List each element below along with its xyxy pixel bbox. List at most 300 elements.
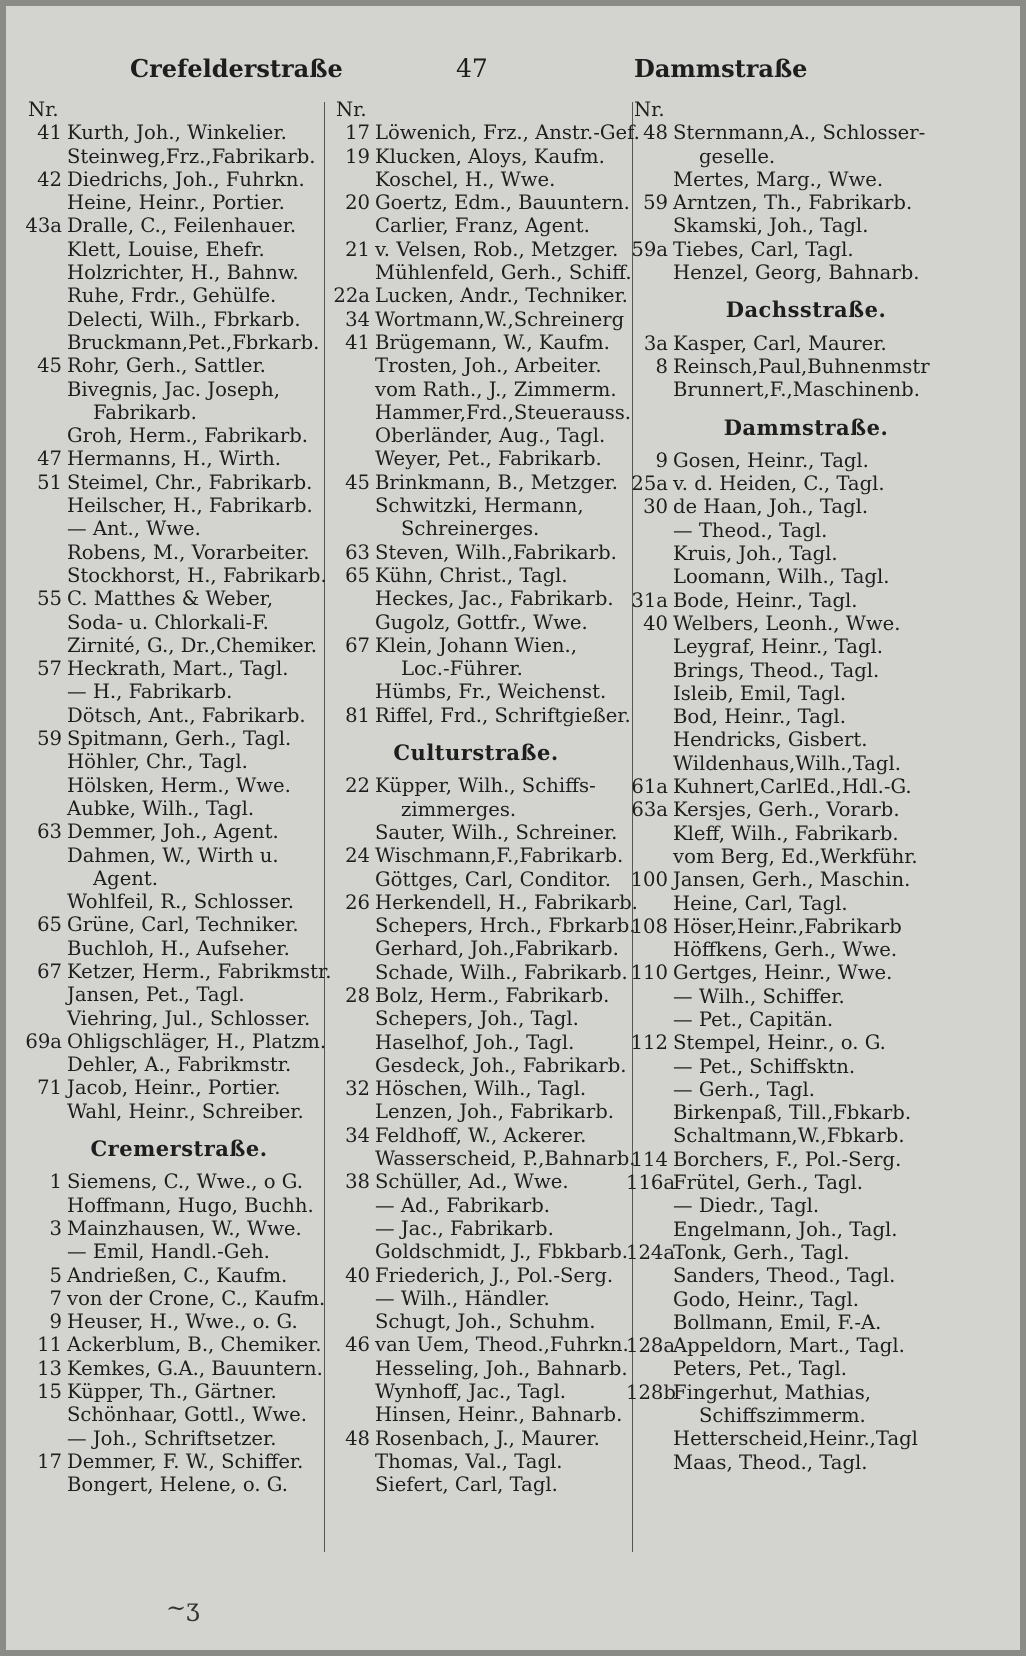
house-number: 7 xyxy=(49,1286,62,1310)
list-item xyxy=(328,1194,624,1217)
house-number xyxy=(20,494,67,517)
resident-entry: Mühlenfeld, Gerh., Schiff. xyxy=(375,261,632,285)
resident-entry: Schade, Wilh., Fabrikarb. xyxy=(375,960,628,984)
house-number xyxy=(328,937,375,960)
list-item-continuation: zimmerges. xyxy=(401,797,517,821)
nr-label: Nr. xyxy=(336,98,367,121)
list-item xyxy=(328,471,624,494)
list-item xyxy=(328,1264,624,1287)
list-item xyxy=(20,913,338,936)
resident-entry: Diedrichs, Joh., Fuhrkn. xyxy=(67,167,305,191)
house-number: 28 xyxy=(345,983,370,1007)
list-item xyxy=(626,565,986,588)
resident-entry: Appeldorn, Mart., Tagl. xyxy=(673,1334,905,1358)
resident-entry: Kasper, Carl, Maurer. xyxy=(673,331,887,355)
house-number xyxy=(626,565,673,588)
resident-entry: Schönhaar, Gottl., Wwe. xyxy=(67,1403,307,1427)
resident-entry: C. Matthes & Weber, xyxy=(67,587,274,611)
list-item xyxy=(20,797,338,820)
resident-entry: Brügemann, W., Kaufm. xyxy=(375,330,610,354)
house-number xyxy=(328,1310,375,1333)
resident-entry: Trosten, Joh., Arbeiter. xyxy=(375,354,602,378)
resident-entry: Schepers, Joh., Tagl. xyxy=(375,1007,579,1031)
house-number xyxy=(328,1100,375,1123)
list-item xyxy=(20,1427,338,1450)
list-item xyxy=(20,844,338,867)
house-number xyxy=(20,1007,67,1030)
resident-entry: Buchloh, H., Aufseher. xyxy=(67,936,290,960)
list-item xyxy=(626,495,986,518)
house-number: 42 xyxy=(37,167,62,191)
resident-entry: Gerhard, Joh.,Fabrikarb. xyxy=(375,937,619,961)
house-number: 128b xyxy=(626,1380,676,1404)
resident-entry: Welbers, Leonh., Wwe. xyxy=(673,611,901,635)
house-number xyxy=(20,750,67,773)
resident-entry: de Haan, Joh., Tagl. xyxy=(673,495,869,519)
house-number xyxy=(328,1147,375,1170)
house-number xyxy=(626,985,673,1008)
resident-entry: Carlier, Franz, Agent. xyxy=(375,214,590,238)
resident-entry: — Jac., Fabrikarb. xyxy=(375,1216,554,1240)
resident-entry: Frütel, Gerh., Tagl. xyxy=(673,1171,863,1195)
house-number: 31a xyxy=(631,588,668,612)
list-item xyxy=(626,378,986,401)
list-item xyxy=(626,1357,986,1380)
resident-entry: Dahmen, W., Wirth u. xyxy=(67,843,279,867)
resident-entry: Groh, Herm., Fabrikarb. xyxy=(67,424,309,448)
resident-entry: Wohlfeil, R., Schlosser. xyxy=(67,890,294,914)
house-number xyxy=(328,680,375,703)
list-item xyxy=(328,308,624,331)
resident-entry: Mainzhausen, W., Wwe. xyxy=(67,1216,302,1240)
resident-entry: Gesdeck, Joh., Fabrikarb. xyxy=(375,1053,627,1077)
resident-entry: Weyer, Pet., Fabrikarb. xyxy=(375,447,602,471)
list-item xyxy=(20,1007,338,1030)
house-number xyxy=(328,378,375,401)
resident-entry: Borchers, F., Pol.-Serg. xyxy=(673,1147,902,1171)
resident-entry: Riffel, Frd., Schriftgießer. xyxy=(375,703,631,727)
house-number: 114 xyxy=(630,1147,668,1171)
house-number: 17 xyxy=(37,1449,62,1473)
house-number: 116a xyxy=(626,1171,676,1195)
resident-entry: Jansen, Gerh., Maschin. xyxy=(673,868,911,892)
list-item xyxy=(20,1100,338,1123)
list-item xyxy=(20,308,338,331)
list-item xyxy=(20,1076,338,1099)
resident-entry: Bollmann, Emil, F.-A. xyxy=(673,1310,882,1334)
list-item xyxy=(328,611,624,634)
house-number: 22 xyxy=(345,774,370,798)
resident-entry: — Joh., Schriftsetzer. xyxy=(67,1426,277,1450)
list-item xyxy=(626,682,986,705)
house-number xyxy=(20,1194,67,1217)
resident-entry: Friederich, J., Pol.-Serg. xyxy=(375,1263,614,1287)
resident-entry: Heilscher, H., Fabrikarb. xyxy=(67,494,313,518)
list-item-continuation: Fabrikarb. xyxy=(93,400,197,424)
resident-entry: Bolz, Herm., Fabrikarb. xyxy=(375,983,610,1007)
house-number xyxy=(20,1427,67,1450)
list-item xyxy=(626,728,986,751)
running-head-left: Crefelderstraße xyxy=(130,54,343,83)
list-item xyxy=(626,542,986,565)
page-number: 47 xyxy=(456,54,488,83)
list-item xyxy=(626,1427,986,1450)
house-number: 20 xyxy=(345,191,370,215)
resident-entry: Steven, Wilh.,Fabrikarb. xyxy=(375,540,617,564)
list-item xyxy=(20,1287,338,1310)
resident-entry: Heckes, Jac., Fabrikarb. xyxy=(375,587,614,611)
list-item xyxy=(328,541,624,564)
house-number xyxy=(328,1473,375,1496)
list-item xyxy=(328,1403,624,1426)
resident-entry: Jacob, Heinr., Portier. xyxy=(67,1076,281,1100)
list-item xyxy=(328,331,624,354)
resident-entry: Grüne, Carl, Techniker. xyxy=(67,913,299,937)
resident-entry: — Gerh., Tagl. xyxy=(673,1077,816,1101)
list-item xyxy=(20,517,338,540)
list-item xyxy=(20,541,338,564)
list-item xyxy=(626,1055,986,1078)
house-number xyxy=(20,611,67,634)
resident-entry: Ohligschläger, H., Platzm. xyxy=(67,1029,327,1053)
list-item xyxy=(328,1287,624,1310)
list-item xyxy=(20,494,338,517)
resident-entry: Hetterscheid,Heinr.,Tagl xyxy=(673,1427,918,1451)
house-number xyxy=(20,238,67,261)
list-item xyxy=(328,1427,624,1450)
list-item xyxy=(20,191,338,214)
house-number xyxy=(328,1217,375,1240)
list-item xyxy=(328,1147,636,1171)
house-number: 9 xyxy=(655,448,668,472)
column-1 xyxy=(20,98,338,1497)
resident-entry: Zirnité, G., Dr.,Chemiker. xyxy=(67,633,318,657)
list-item xyxy=(626,1241,986,1264)
list-item xyxy=(20,611,338,634)
house-number: 38 xyxy=(345,1170,370,1194)
resident-entry: Höser,Heinr.,Fabrikarb xyxy=(673,914,902,938)
list-item xyxy=(328,121,640,145)
house-number xyxy=(328,1194,375,1217)
list-item xyxy=(20,121,338,144)
house-number: 17 xyxy=(345,121,370,145)
house-number xyxy=(20,564,67,587)
column-3 xyxy=(626,98,986,1474)
house-number xyxy=(20,145,67,168)
resident-entry: Wortmann,W.,Schreinerg xyxy=(375,307,625,331)
house-number: 43a xyxy=(25,214,62,238)
resident-entry: Robens, M., Vorarbeiter. xyxy=(67,540,310,564)
house-number xyxy=(20,424,67,447)
house-number xyxy=(20,1403,67,1426)
list-item xyxy=(20,1450,338,1473)
list-item xyxy=(328,1170,624,1193)
resident-entry: Hendricks, Gisbert. xyxy=(673,728,868,752)
resident-entry: van Uem, Theod.,Fuhrkn. xyxy=(375,1333,629,1357)
list-item xyxy=(328,868,624,891)
house-number: 34 xyxy=(345,307,370,331)
list-item xyxy=(328,1031,624,1054)
resident-entry: Bongert, Helene, o. G. xyxy=(67,1473,288,1497)
house-number: 40 xyxy=(643,611,668,635)
list-item xyxy=(328,703,631,727)
list-item xyxy=(626,822,986,845)
house-number xyxy=(20,983,67,1006)
house-number: 128a xyxy=(626,1334,676,1358)
house-number xyxy=(20,331,67,354)
house-number: 32 xyxy=(345,1077,370,1101)
house-number xyxy=(626,659,673,682)
resident-entry: — Emil, Handl.-Geh. xyxy=(67,1240,270,1264)
list-item xyxy=(20,238,338,261)
resident-entry: Heckrath, Mart., Tagl. xyxy=(67,657,289,681)
list-item xyxy=(328,494,624,517)
list-item xyxy=(626,1171,986,1194)
resident-entry: Klucken, Aloys, Kaufm. xyxy=(375,144,605,168)
list-item xyxy=(328,214,624,237)
house-number xyxy=(328,1357,375,1380)
house-number xyxy=(626,168,673,191)
list-item xyxy=(328,191,630,215)
house-number xyxy=(20,541,67,564)
list-item xyxy=(328,984,624,1007)
list-item xyxy=(20,680,338,703)
list-item xyxy=(20,447,338,470)
list-item xyxy=(20,1380,338,1403)
house-number xyxy=(328,1380,375,1403)
house-number xyxy=(328,1450,375,1473)
list-item xyxy=(20,1170,338,1193)
resident-entry: Hesseling, Joh., Bahnarb. xyxy=(375,1356,628,1380)
house-number xyxy=(20,680,67,703)
list-item xyxy=(20,1333,338,1356)
house-number xyxy=(328,821,375,844)
list-item xyxy=(626,168,986,191)
resident-entry: Hammer,Frd.,Steuerauss. xyxy=(375,400,632,424)
house-number: 41 xyxy=(345,330,370,354)
list-item xyxy=(626,332,986,355)
house-number: 59 xyxy=(37,727,62,751)
list-item xyxy=(328,937,624,960)
list-item xyxy=(20,471,338,494)
house-number xyxy=(626,682,673,705)
list-item-continuation: Agent. xyxy=(93,866,159,890)
list-item xyxy=(626,1218,986,1241)
street-heading: Culturstraße. xyxy=(393,740,559,766)
resident-entry: Kersjes, Gerh., Vorarb. xyxy=(673,798,900,822)
house-number: 51 xyxy=(37,470,62,494)
list-item xyxy=(20,1030,338,1053)
resident-entry: Küpper, Wilh., Schiffs- xyxy=(375,774,596,798)
house-number xyxy=(20,1473,67,1496)
list-item xyxy=(328,1380,624,1403)
house-number xyxy=(626,519,673,542)
resident-entry: — Theod., Tagl. xyxy=(673,518,828,542)
resident-entry: Andrießen, C., Kaufm. xyxy=(67,1263,288,1287)
house-number xyxy=(626,728,673,751)
list-item xyxy=(328,821,624,844)
house-number: 48 xyxy=(643,121,668,145)
resident-entry: Steimel, Chr., Fabrikarb. xyxy=(67,470,313,494)
house-number xyxy=(328,961,375,984)
resident-entry: Arntzen, Th., Fabrikarb. xyxy=(673,191,913,215)
house-number xyxy=(328,1403,375,1426)
list-item xyxy=(20,727,338,750)
resident-entry: Kemkes, G.A., Bauuntern. xyxy=(67,1356,323,1380)
resident-entry: Birkenpaß, Till.,Fbkarb. xyxy=(673,1101,912,1125)
directory-page xyxy=(6,6,1020,1650)
list-item xyxy=(328,168,624,191)
resident-entry: — Ad., Fabrikarb. xyxy=(375,1193,551,1217)
resident-entry: Heuser, H., Wwe., o. G. xyxy=(67,1310,298,1334)
resident-entry: Brinkmann, B., Metzger. xyxy=(375,470,618,494)
house-number xyxy=(626,261,673,284)
house-number: 45 xyxy=(345,470,370,494)
house-number xyxy=(626,1124,673,1147)
house-number: 40 xyxy=(345,1263,370,1287)
resident-entry: Wildenhaus,Wilh.,Tagl. xyxy=(673,751,901,775)
resident-entry: — Ant., Wwe. xyxy=(67,517,201,541)
list-item xyxy=(328,1124,624,1147)
house-number: 71 xyxy=(37,1076,62,1100)
house-number xyxy=(626,938,673,961)
list-item-continuation: Schreinerges. xyxy=(401,517,540,541)
resident-entry: Brunnert,F.,Maschinenb. xyxy=(673,378,920,402)
house-number xyxy=(328,587,375,610)
resident-entry: Kuhnert,CarlEd.,Hdl.-G. xyxy=(673,775,912,799)
house-number: 59 xyxy=(643,191,668,215)
resident-entry: Fingerhut, Mathias, xyxy=(673,1380,872,1404)
house-number xyxy=(20,1053,67,1076)
list-item xyxy=(626,938,986,961)
resident-entry: Kruis, Joh., Tagl. xyxy=(673,542,838,566)
house-number xyxy=(328,401,375,424)
resident-entry: Lenzen, Joh., Fabrikarb. xyxy=(375,1100,614,1124)
house-number xyxy=(328,354,375,377)
resident-entry: Wasserscheid, P.,Bahnarb. xyxy=(375,1147,636,1171)
resident-entry: Sternmann,A., Schlosser- xyxy=(673,121,926,145)
house-number xyxy=(328,1054,375,1077)
list-item-continuation: geselle. xyxy=(699,144,776,168)
resident-entry: Henzel, Georg, Bahnarb. xyxy=(673,261,920,285)
resident-entry: Aubke, Wilh., Tagl. xyxy=(67,796,255,820)
resident-entry: Rosenbach, J., Maurer. xyxy=(375,1426,600,1450)
list-item xyxy=(20,1053,338,1076)
resident-entry: Hoffmann, Hugo, Buchh. xyxy=(67,1193,314,1217)
resident-entry: — Wilh., Händler. xyxy=(375,1286,550,1310)
house-number xyxy=(20,844,67,867)
resident-entry: von der Crone, C., Kaufm. xyxy=(67,1286,326,1310)
house-number xyxy=(626,1451,673,1474)
house-number xyxy=(20,1100,67,1123)
resident-entry: Bod, Heinr., Tagl. xyxy=(673,705,846,729)
resident-entry: Kurth, Joh., Winkelier. xyxy=(67,121,287,145)
resident-entry: Gosen, Heinr., Tagl. xyxy=(673,448,869,472)
list-item xyxy=(20,983,338,1006)
resident-entry: Hinsen, Heinr., Bahnarb. xyxy=(375,1403,623,1427)
resident-entry: vom Rath., J., Zimmerm. xyxy=(375,377,617,401)
house-number: 3 xyxy=(49,1216,62,1240)
street-heading: Dammstraße. xyxy=(723,414,889,440)
list-item-continuation: Loc.-Führer. xyxy=(401,657,523,681)
list-item xyxy=(626,775,986,798)
resident-entry: Heine, Heinr., Portier. xyxy=(67,191,285,215)
list-item xyxy=(20,657,338,680)
list-item xyxy=(328,354,624,377)
resident-entry: Kühn, Christ., Tagl. xyxy=(375,563,568,587)
list-item xyxy=(20,424,338,447)
list-item xyxy=(626,1311,986,1334)
list-item xyxy=(328,1007,624,1030)
house-number: 110 xyxy=(630,961,668,985)
house-number xyxy=(626,1288,673,1311)
house-number: 108 xyxy=(630,914,668,938)
resident-entry: Schepers, Hrch., Fbrkarb. xyxy=(375,914,636,938)
resident-entry: Goertz, Edm., Bauuntern. xyxy=(375,191,630,215)
resident-entry: Bivegnis, Jac. Joseph, xyxy=(67,377,280,401)
resident-entry: Rohr, Gerh., Sattler. xyxy=(67,354,266,378)
list-item xyxy=(626,1124,986,1147)
house-number xyxy=(626,1311,673,1334)
resident-entry: Siemens, C., Wwe., o G. xyxy=(67,1170,303,1194)
house-number: 13 xyxy=(37,1356,62,1380)
list-item xyxy=(626,915,986,938)
resident-entry: Steinweg,Frz.,Fabrikarb. xyxy=(67,144,316,168)
resident-entry: Klein, Johann Wien., xyxy=(375,633,577,657)
resident-entry: Tiebes, Carl, Tagl. xyxy=(673,237,854,261)
house-number: 59a xyxy=(631,237,668,261)
house-number xyxy=(626,822,673,845)
list-item xyxy=(20,704,338,727)
resident-entry: Herkendell, H., Fabrikarb. xyxy=(375,890,638,914)
list-item xyxy=(20,354,338,377)
house-number xyxy=(20,378,67,401)
list-item xyxy=(328,587,624,610)
house-number xyxy=(20,261,67,284)
list-item xyxy=(20,1194,338,1217)
resident-entry: Leygraf, Heinr., Tagl. xyxy=(673,635,884,659)
resident-entry: Wynhoff, Jac., Tagl. xyxy=(375,1380,566,1404)
list-item xyxy=(626,261,986,284)
house-number xyxy=(20,774,67,797)
house-number xyxy=(626,1078,673,1101)
list-item xyxy=(626,355,986,378)
house-number xyxy=(328,1031,375,1054)
house-number xyxy=(626,1218,673,1241)
list-item xyxy=(626,1078,986,1101)
list-item xyxy=(20,1473,338,1496)
list-item xyxy=(20,1357,338,1380)
resident-entry: — Diedr., Tagl. xyxy=(673,1194,820,1218)
list-item xyxy=(626,1264,986,1287)
resident-entry: Gertges, Heinr., Wwe. xyxy=(673,961,893,985)
list-item xyxy=(328,634,624,657)
house-number: 5 xyxy=(49,1263,62,1287)
list-item xyxy=(328,844,624,867)
house-number xyxy=(328,214,375,237)
list-item xyxy=(626,961,986,984)
resident-entry: — H., Fabrikarb. xyxy=(67,680,233,704)
list-item xyxy=(328,1473,624,1496)
house-number xyxy=(328,261,375,284)
resident-entry: — Pet., Capitän. xyxy=(673,1007,834,1031)
house-number xyxy=(20,634,67,657)
resident-entry: Schugt, Joh., Schuhm. xyxy=(375,1310,596,1334)
resident-entry: Maas, Theod., Tagl. xyxy=(673,1450,868,1474)
resident-entry: Hümbs, Fr., Weichenst. xyxy=(375,680,607,704)
list-item xyxy=(328,1333,629,1357)
list-item xyxy=(626,191,986,214)
